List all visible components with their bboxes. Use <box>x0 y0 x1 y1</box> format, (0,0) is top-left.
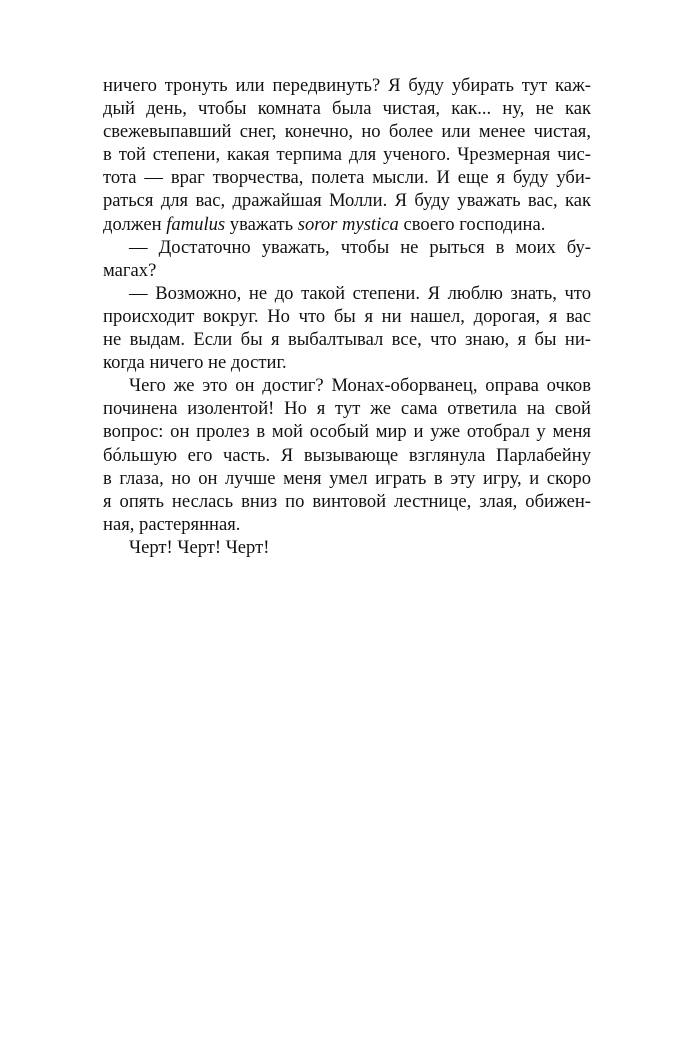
text-segment: дый день, чтобы комната была чистая, как... ну, не как <box>103 98 591 120</box>
text-segment: Черт! Черт! Черт! <box>129 536 270 558</box>
text-segment: ная, растерянная. <box>103 513 241 535</box>
paragraph <box>103 236 591 282</box>
paragraph <box>103 282 591 374</box>
text-line <box>103 513 591 536</box>
text-line <box>103 420 591 443</box>
text-line <box>103 259 591 282</box>
text-segment: ничего тронуть или передвинуть? Я буду убирать тут каж- <box>103 75 591 96</box>
text-line <box>103 467 591 490</box>
text-line <box>103 328 591 351</box>
text-segment: не выдам. Если бы я выбалтывал все, что знаю, я бы ни- <box>103 329 591 351</box>
text-line <box>103 444 591 467</box>
paragraph <box>103 374 591 536</box>
text-segment: в глаза, но он лучше меня умел играть в эту игру, и скоро <box>103 467 591 489</box>
body-text <box>103 74 591 559</box>
text-line <box>103 236 591 259</box>
text-segment: в той степени, какая терпима для ученого. Чрезмерная чис- <box>103 144 591 166</box>
text-line <box>103 74 591 97</box>
text-line <box>103 351 591 374</box>
text-segment: бóльшую его часть. Я вызывающе взглянула Парлабейну <box>103 444 591 466</box>
text-segment: починена изолентой! Но я тут же сама ответила на свой <box>103 398 591 420</box>
text-segment: когда ничего не достиг. <box>103 352 287 374</box>
text-line <box>103 397 591 420</box>
paragraph <box>103 74 591 236</box>
text-line <box>103 536 591 559</box>
text-segment: — Достаточно уважать, чтобы не рыться в моих бу- <box>129 236 591 258</box>
text-segment: — Возможно, не до такой степени. Я люблю знать, что <box>129 282 591 304</box>
italic-term: soror mystica <box>297 213 399 235</box>
text-segment: вопрос: он пролез в мой особый мир и уже отобрал у меня <box>103 421 591 443</box>
text-segment: магах? <box>103 259 157 281</box>
text-line <box>103 189 591 212</box>
text-segment: раться для вас, дражайшая Молли. Я буду уважать вас, как <box>103 190 591 212</box>
text-line <box>103 120 591 143</box>
text-segment: уважать <box>225 213 298 235</box>
text-segment: своего господина. <box>398 213 546 235</box>
text-segment: должен <box>103 213 167 235</box>
italic-term: famulus <box>166 213 226 235</box>
paragraph <box>103 536 591 559</box>
text-segment: происходит вокруг. Но что бы я ни нашел, дорогая, я вас <box>103 305 591 327</box>
text-segment: тота — враг творчества, полета мысли. И еще я буду уби- <box>103 167 591 189</box>
text-line <box>103 213 591 236</box>
text-line <box>103 490 591 513</box>
text-line <box>103 97 591 120</box>
text-line <box>103 166 591 189</box>
text-segment: я опять неслась вниз по винтовой лестнице, злая, обижен- <box>103 490 591 512</box>
text-segment: Чего же это он достиг? Монах-оборванец, оправа очков <box>129 375 591 397</box>
text-line <box>103 305 591 328</box>
text-segment: свежевыпавший снег, конечно, но более или менее чистая, <box>103 121 591 143</box>
text-line <box>103 143 591 166</box>
text-line <box>103 374 591 397</box>
text-line <box>103 282 591 305</box>
